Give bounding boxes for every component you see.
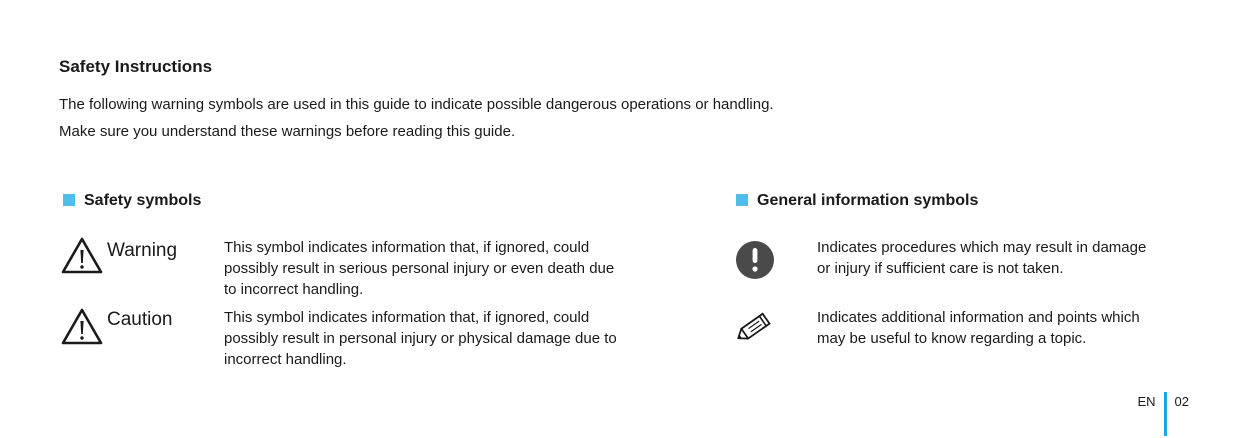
safety-symbols-heading bbox=[63, 192, 201, 210]
caution-description bbox=[224, 307, 654, 370]
warning-label: Warning bbox=[107, 240, 178, 261]
square-bullet-icon bbox=[736, 194, 748, 206]
desc-line: possibly result in personal injury or physical damage due to bbox=[224, 330, 617, 347]
page-footer bbox=[1137, 394, 1189, 436]
desc-line: Indicates additional information and points which bbox=[817, 309, 1140, 326]
caution-label: Caution bbox=[107, 309, 173, 330]
warning-description bbox=[224, 237, 654, 300]
caution-info-description bbox=[817, 237, 1241, 279]
desc-line: Indicates procedures which may result in damage bbox=[817, 239, 1147, 256]
general-symbols-heading bbox=[736, 192, 978, 210]
note-description bbox=[817, 307, 1241, 349]
page-title: Safety Instructions bbox=[59, 57, 213, 76]
warning-triangle-icon bbox=[61, 308, 103, 346]
pencil-icon bbox=[734, 307, 778, 347]
desc-line: may be useful to know regarding a topic. bbox=[817, 330, 1087, 347]
safety-symbols-heading-text: Safety symbols bbox=[84, 192, 202, 209]
intro-line: Make sure you understand these warnings before reading this guide. bbox=[59, 123, 516, 140]
page-number: 02 bbox=[1174, 394, 1189, 409]
desc-line: to incorrect handling. bbox=[224, 281, 364, 298]
intro-line: The following warning symbols are used in this guide to indicate possible dangerous operations or handling. bbox=[59, 96, 774, 113]
desc-line: or injury if sufficient care is not taken. bbox=[817, 260, 1064, 277]
square-bullet-icon bbox=[63, 194, 75, 206]
warning-triangle-icon bbox=[61, 237, 103, 275]
desc-line: incorrect handling. bbox=[224, 351, 347, 368]
language-code: EN bbox=[1137, 394, 1156, 409]
footer-divider bbox=[1164, 392, 1167, 436]
desc-line: possibly result in serious personal injury or even death due bbox=[224, 260, 615, 277]
desc-line: This symbol indicates information that, if ignored, could bbox=[224, 239, 590, 256]
desc-line: This symbol indicates information that, if ignored, could bbox=[224, 309, 590, 326]
general-symbols-heading-text: General information symbols bbox=[757, 192, 979, 209]
exclamation-circle-icon bbox=[735, 240, 775, 280]
